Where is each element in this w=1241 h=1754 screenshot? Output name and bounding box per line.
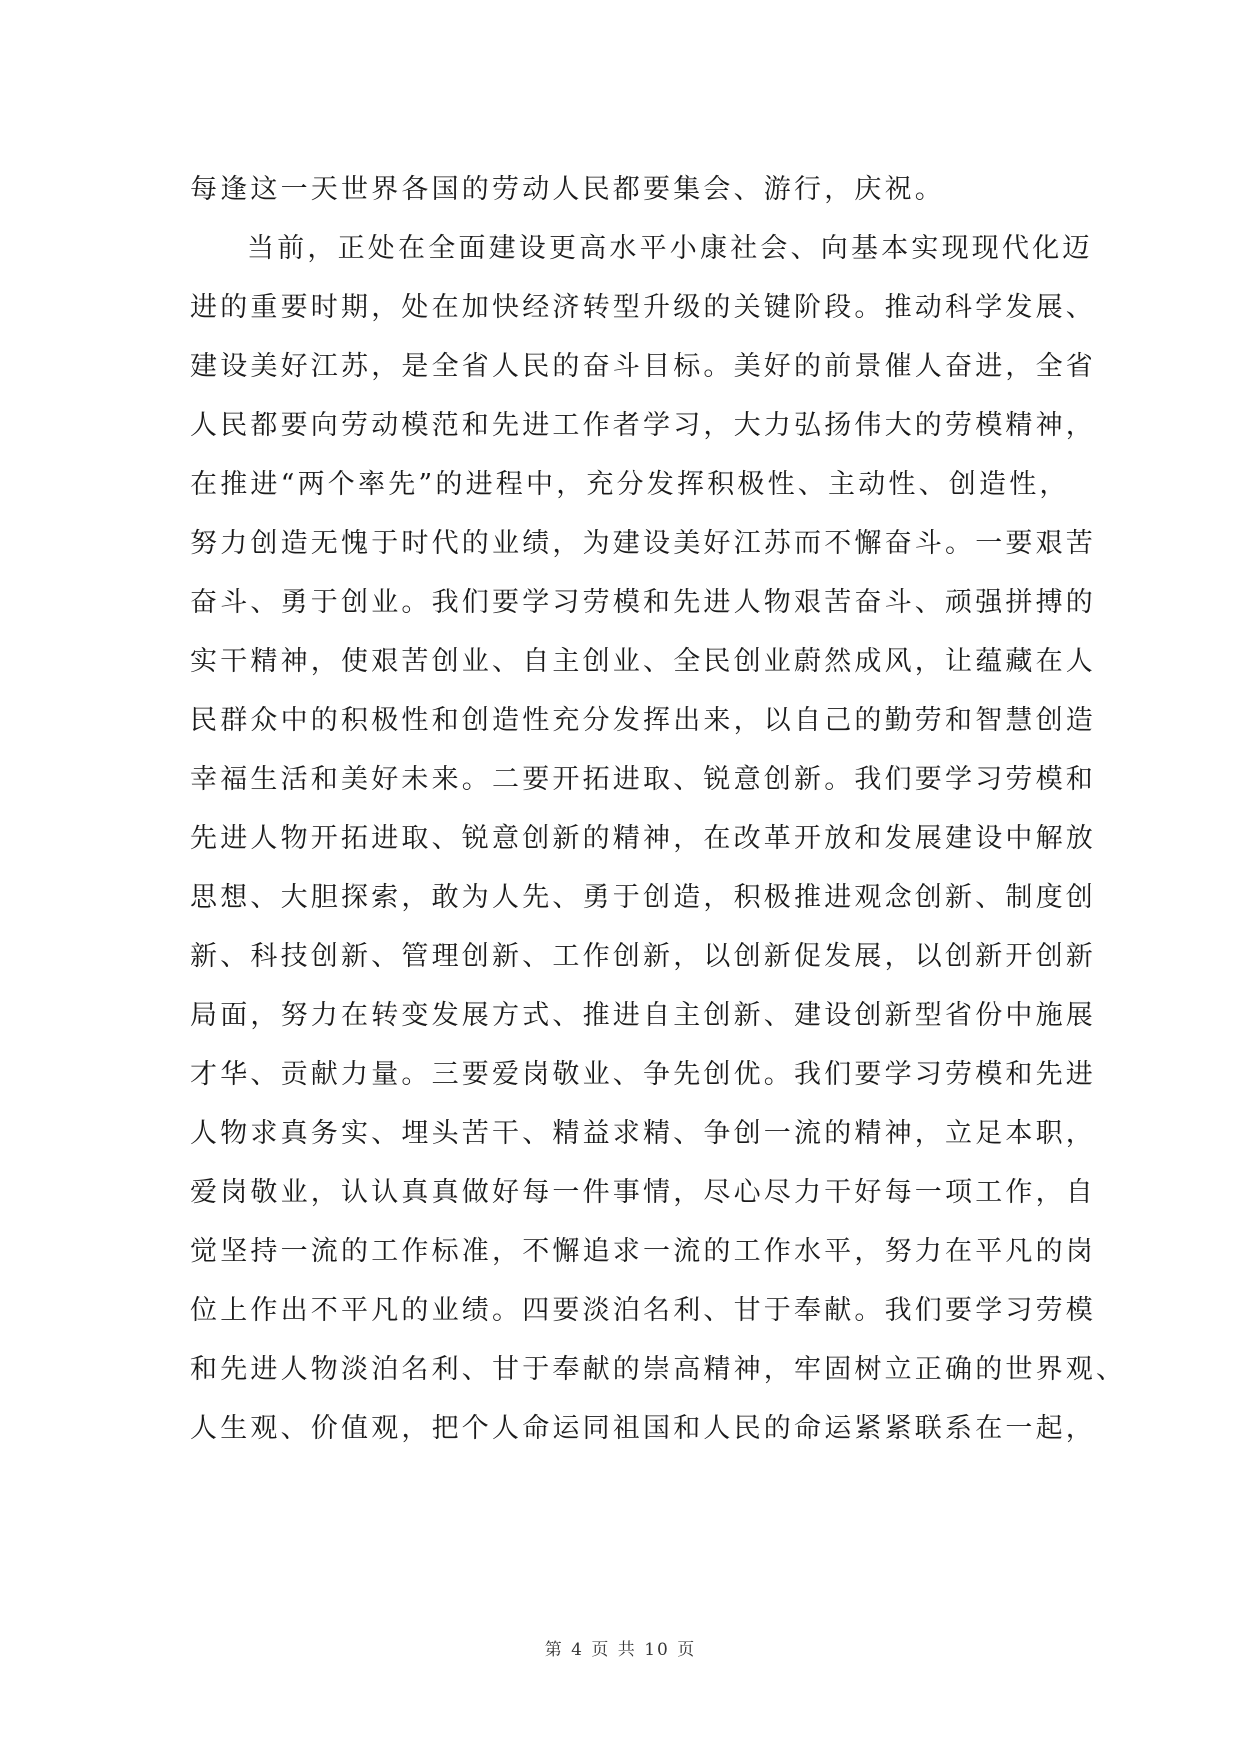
document-body — [190, 160, 1127, 1458]
text-line: 人物求真务实、埋头苦干、精益求精、争创一流的精神，立足本职， — [190, 1118, 1096, 1149]
text-line: 先进人物开拓进取、锐意创新的精神，在改革开放和发展建设中解放 — [190, 823, 1096, 854]
text-line: 努力创造无愧于时代的业绩，为建设美好江苏而不懈奋斗。一要艰苦 — [190, 528, 1096, 559]
text-line: 人民都要向劳动模范和先进工作者学习，大力弘扬伟大的劳模精神， — [190, 410, 1096, 441]
text-line: 奋斗、勇于创业。我们要学习劳模和先进人物艰苦奋斗、顽强拼搏的 — [190, 587, 1096, 618]
text-line: 建设美好江苏，是全省人民的奋斗目标。美好的前景催人奋进，全省 — [190, 351, 1096, 382]
text-line: 进的重要时期，处在加快经济转型升级的关键阶段。推动科学发展、 — [190, 292, 1096, 323]
text-line: 每逢这一天世界各国的劳动人民都要集会、游行，庆祝。 — [190, 174, 945, 205]
page-number-footer: 第 4 页 共 10 页 — [544, 1640, 697, 1660]
text-line: 思想、大胆探索，敢为人先、勇于创造，积极推进观念创新、制度创 — [190, 882, 1096, 913]
text-line: 人生观、价值观，把个人命运同祖国和人民的命运紧紧联系在一起， — [190, 1413, 1096, 1444]
text-line: 幸福生活和美好未来。二要开拓进取、锐意创新。我们要学习劳模和 — [190, 764, 1096, 795]
text-line: 实干精神，使艰苦创业、自主创业、全民创业蔚然成风，让蕴藏在人 — [190, 646, 1096, 677]
text-line: 爱岗敬业，认认真真做好每一件事情，尽心尽力干好每一项工作，自 — [190, 1177, 1096, 1208]
text-line: 民群众中的积极性和创造性充分发挥出来，以自己的勤劳和智慧创造 — [190, 705, 1096, 736]
text-line: 局面，努力在转变发展方式、推进自主创新、建设创新型省份中施展 — [190, 1000, 1096, 1031]
text-line: 觉坚持一流的工作标准，不懈追求一流的工作水平，努力在平凡的岗 — [190, 1236, 1096, 1267]
text-line: 在推进“两个率先”的进程中，充分发挥积极性、主动性、创造性， — [190, 469, 1070, 500]
text-line: 和先进人物淡泊名利、甘于奉献的崇高精神，牢固树立正确的世界观、 — [190, 1354, 1127, 1385]
text-line: 才华、贡献力量。三要爱岗敬业、争先创优。我们要学习劳模和先进 — [190, 1059, 1096, 1090]
text-line: 新、科技创新、管理创新、工作创新，以创新促发展，以创新开创新 — [190, 941, 1096, 972]
text-line: 位上作出不平凡的业绩。四要淡泊名利、甘于奉献。我们要学习劳模 — [190, 1295, 1096, 1326]
paragraph-start-line: 当前，正处在全面建设更高水平小康社会、向基本实现现代化迈 — [247, 233, 1093, 264]
